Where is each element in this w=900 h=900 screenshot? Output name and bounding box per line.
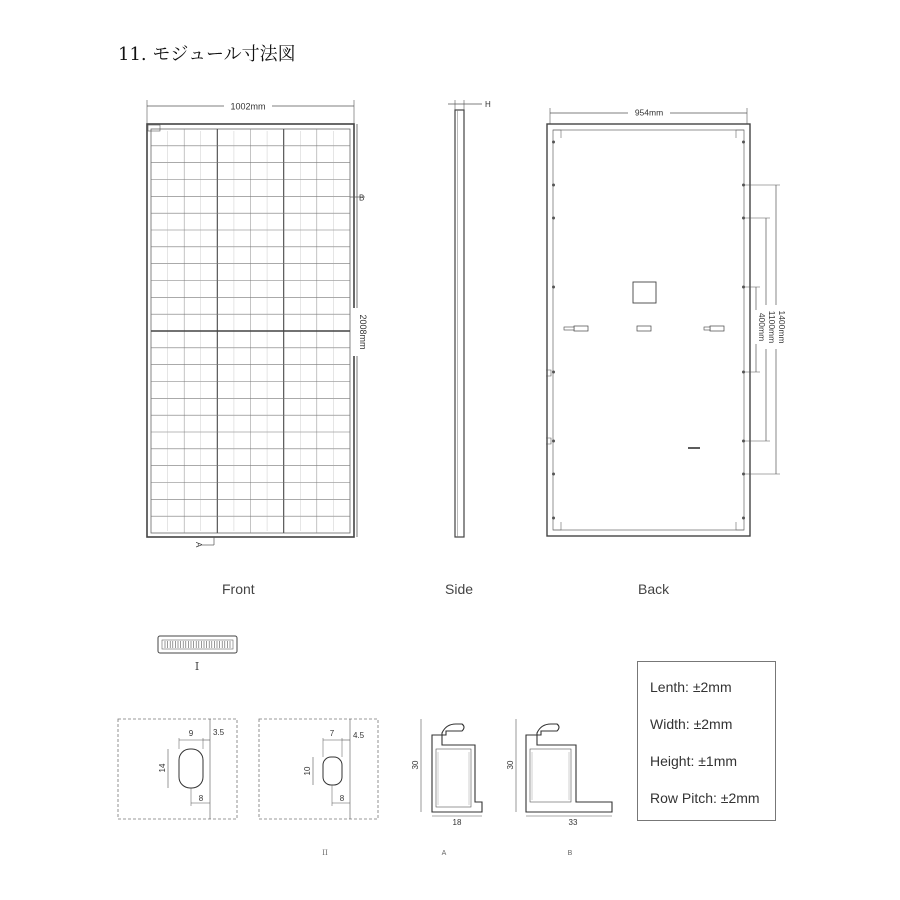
frame-a-height-label: 30 [411, 760, 420, 770]
front-width-label: 1002mm [230, 101, 266, 112]
side-panel-profile [455, 110, 464, 537]
mount2-edge-label: 4.5 [353, 731, 365, 740]
mount1-h-label: 14 [158, 763, 167, 773]
mount1-edge-label: 3.5 [213, 728, 225, 737]
side-thickness-label: H [485, 100, 491, 109]
back-view [546, 107, 787, 536]
mounting-hole [742, 517, 745, 520]
back-width-label: 954mm [634, 107, 664, 118]
front-section-a-label: A [194, 542, 203, 548]
mounting-hole [552, 517, 555, 520]
tolerance-length: Lenth: ±2mm [650, 679, 732, 695]
back-view-label: Back [638, 581, 670, 597]
mounting-hole [552, 371, 555, 374]
mounting-hole [552, 184, 555, 187]
frame-a-caption: A [441, 850, 447, 857]
connector-left [564, 326, 588, 331]
tolerance-box [637, 661, 776, 821]
mount2-caption: II [322, 849, 328, 857]
detail-i [158, 636, 237, 673]
pitch-middle-label: 1100mm [767, 310, 777, 344]
tolerance-width: Width: ±2mm [650, 716, 733, 732]
front-section-b-label: B [359, 193, 365, 203]
connector-center [637, 326, 651, 331]
mounting-hole [552, 440, 555, 443]
side-view [448, 100, 491, 537]
frame-b-caption: B [567, 850, 573, 857]
pitch-inner-label: 400mm [757, 312, 767, 342]
frame-b-height-label: 30 [506, 760, 515, 770]
connector-right [704, 326, 724, 331]
mount-detail-1 [118, 719, 237, 819]
mounting-hole [742, 141, 745, 144]
mount1-slot [179, 749, 203, 788]
frame-section-b [506, 719, 612, 857]
mounting-hole [552, 286, 555, 289]
mount2-bottom-label: 8 [339, 794, 345, 803]
mount2-w-label: 7 [329, 729, 335, 738]
frame-a-chamber [436, 749, 471, 807]
side-view-label: Side [445, 581, 474, 597]
junction-box [633, 282, 656, 303]
mount2-h-label: 10 [303, 766, 312, 776]
mount-detail-2 [259, 719, 378, 857]
mount1-bottom-label: 8 [198, 794, 204, 803]
front-view [147, 100, 368, 548]
tolerance-row-pitch: Row Pitch: ±2mm [650, 790, 760, 806]
mount2-slot [323, 757, 342, 785]
page-title: 11. モジュール寸法図 [118, 44, 296, 65]
tolerance-height: Height: ±1mm [650, 753, 738, 769]
mount1-w-label: 9 [188, 729, 194, 738]
front-view-label: Front [222, 581, 255, 597]
front-height-label: 2008mm [358, 314, 368, 350]
frame-b-width-label: 33 [568, 818, 578, 827]
mounting-hole [552, 141, 555, 144]
pitch-outer-label: 1400mm [777, 310, 787, 344]
mounting-hole [552, 473, 555, 476]
detail-i-label: I [194, 660, 200, 673]
frame-b-chamber [530, 749, 571, 802]
frame-section-a [411, 719, 482, 857]
mounting-hole [552, 217, 555, 220]
frame-a-width-label: 18 [452, 818, 462, 827]
